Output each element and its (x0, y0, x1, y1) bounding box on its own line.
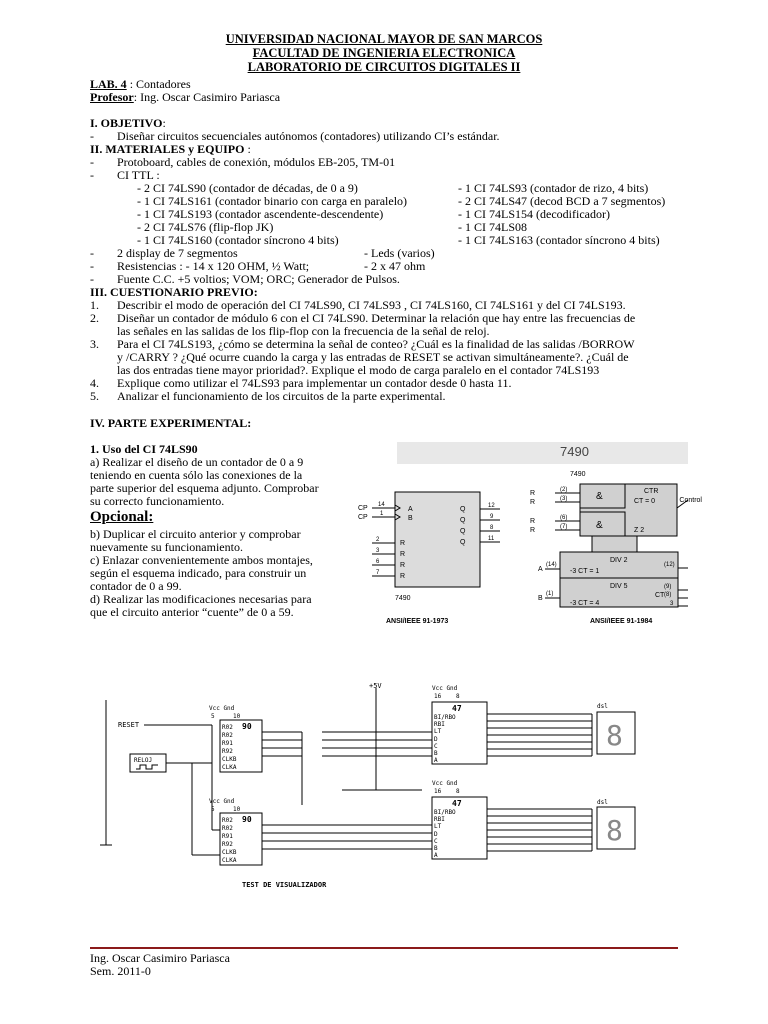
pin-7: 7 (376, 570, 380, 576)
ci-right-item: - 1 CI 74LS154 (decodificador) (458, 207, 610, 221)
ci-right-item: - 2 CI 74LS47 (decod BCD a 7 segmentos) (458, 194, 666, 208)
lab-number: LAB. 4 (90, 77, 127, 91)
objetivo-heading-text: I. OBJETIVO (90, 116, 163, 130)
pin-label: D (434, 831, 438, 838)
figure-title: 7490 (560, 444, 589, 459)
seven-segment-display-top (592, 703, 635, 756)
objetivo-bullet: - (90, 129, 94, 143)
chip-label-1973: 7490 (395, 595, 411, 602)
part-a-line: a) Realizar el diseño de un contador de 0 a 9 (90, 455, 304, 469)
bullet: - (90, 168, 94, 182)
pin-11: 11 (488, 536, 495, 542)
input-b: B (408, 515, 413, 522)
bullet: - (90, 246, 94, 260)
q-pin: 3 (670, 601, 674, 607)
pin-6: 6 (376, 559, 380, 565)
part-c-line: según el esquema indicado, para construir un (90, 566, 307, 580)
cuestionario-heading: III. CUESTIONARIO PREVIO: (90, 285, 258, 299)
q-line: Explique como utilizar el 74LS93 para implementar un contador desde 0 hasta 11. (117, 376, 512, 390)
r-label: R91 (222, 833, 233, 840)
out-qd: Q (460, 539, 466, 546)
chip-47-label: 47 (452, 799, 462, 808)
pin-1: 1 (380, 511, 384, 517)
symbol-ansi-1973 (358, 492, 500, 625)
r-label: R (530, 499, 536, 506)
pin-14: (14) (546, 562, 557, 568)
pin-2: 2 (376, 537, 380, 543)
pin-label: A (434, 757, 438, 764)
part-a-line: su correcto funcionamiento. (90, 494, 225, 508)
pin-label: A (434, 852, 438, 859)
pin-5: 5 (211, 713, 215, 720)
test-label: TEST DE VISUALIZADOR (242, 881, 327, 889)
bullet: - (90, 155, 94, 169)
pin-7: (7) (560, 524, 568, 530)
ct-label: CT (655, 592, 665, 599)
pin-label: C (434, 838, 438, 845)
r-label: R91 (222, 740, 233, 747)
q-number: 1. (90, 298, 99, 312)
q-line: Analizar el funcionamiento de los circuitos de la parte experimental. (117, 389, 446, 403)
seven-segment-display-bottom (592, 799, 635, 851)
figure-title-band (397, 442, 688, 464)
q-line: las señales en las salidas de los flip-flop con la frecuencia de la señal de reloj. (117, 324, 490, 338)
pin-label: D (434, 736, 438, 743)
vcc-gnd-label: Vcc Gnd (432, 780, 458, 787)
ci-left-item: - 2 CI 74LS76 (flip-flop JK) (137, 220, 274, 234)
r-label: R02 (222, 724, 233, 731)
pin-10: 10 (233, 713, 241, 720)
std-1973: ANSI/IEEE 91-1973 (386, 618, 449, 625)
ci-right-item: - 1 CI 74LS93 (contador de rizo, 4 bits) (458, 181, 649, 195)
out-qc: Q (460, 528, 466, 535)
pin-16: 16 (434, 788, 442, 795)
div2-label: DIV 2 (610, 557, 628, 564)
ct1-label: -3 CT = 1 (570, 568, 600, 575)
footer-rule (90, 947, 678, 949)
clock-waveform (136, 765, 158, 769)
r-label: R (400, 562, 406, 569)
part-d-line: que el circuito anterior “cuente” de 0 a 59. (90, 605, 294, 619)
vcc-label: +5V (369, 682, 382, 690)
chip-90-label: 90 (242, 722, 252, 731)
segment-digit: 8 (606, 814, 623, 847)
clk-label: CLKA (222, 857, 237, 864)
chip-47-top (432, 685, 592, 764)
pin-5: 5 (211, 806, 215, 813)
part-d-line: d) Realizar las modificaciones necesarias para (90, 592, 312, 606)
experimental-subheading: 1. Uso del CI 74LS90 (90, 442, 198, 456)
chip-47-bottom (432, 780, 592, 859)
leds-item: - Leds (varios) (364, 246, 435, 260)
q-pin: (12) (664, 562, 675, 568)
segment-digit: 8 (606, 719, 623, 752)
opcional-heading: Opcional: (90, 509, 154, 525)
footer-sem: Sem. 2011-0 (90, 964, 151, 978)
out-qa: Q (460, 506, 466, 513)
reset-label: RESET (118, 721, 140, 729)
pin-8: 8 (456, 788, 460, 795)
ct4-label: -3 CT = 4 (570, 600, 600, 607)
chip-90-top (209, 705, 302, 772)
r-label: R (530, 527, 536, 534)
q-line: Diseñar un contador de módulo 6 con el CI 74LS90. Determinar la relación que hay entre las frecuencias de (117, 311, 636, 325)
cpb-label: CP (358, 514, 368, 521)
ci-left-item: - 1 CI 74LS160 (contador síncrono 4 bits) (137, 233, 339, 247)
pin-9: 9 (490, 514, 494, 520)
pin-label: BI/RBO (434, 809, 456, 816)
part-c-line: c) Enlazar convenientemente ambos montajes, (90, 553, 313, 567)
q-number: 4. (90, 376, 99, 390)
ci-right-item: - 1 CI 74LS163 (contador síncrono 4 bits) (458, 233, 660, 247)
reloj-label: RELOJ (134, 757, 153, 764)
fuente-item: Fuente C.C. +5 voltios; VOM; ORC; Generador de Pulsos. (117, 272, 400, 286)
input-b: B (538, 595, 543, 602)
pin-1: (1) (546, 591, 554, 597)
ci-left-item: - 1 CI 74LS161 (contador binario con carga en paralelo) (137, 194, 408, 208)
faculty-title: FACULTAD DE INGENIERIA ELECTRONICA (252, 46, 516, 60)
pin-10: 10 (233, 806, 241, 813)
part-b-line: b) Duplicar el circuito anterior y comprobar (90, 527, 301, 541)
pin-3: 3 (376, 548, 380, 554)
r-label: R (530, 518, 536, 525)
profesor-name: : Ing. Oscar Casimiro Pariasca (133, 90, 281, 104)
ctr-label: CTR (644, 488, 659, 495)
z2-label: Z 2 (634, 527, 645, 534)
r-label: R (400, 540, 406, 547)
chip-7490-figure (350, 440, 702, 630)
symbol-ansi-1984 (530, 471, 702, 625)
std-1984: ANSI/IEEE 91-1984 (590, 618, 653, 625)
objetivo-colon: : (162, 116, 166, 130)
pin-2: (2) (560, 487, 568, 493)
pin-label: RBI (434, 721, 445, 728)
r-label: R92 (222, 841, 233, 848)
materiales-heading-text: II. MATERIALES y EQUIPO (90, 142, 245, 156)
and-gate-1: & (596, 491, 603, 502)
vcc-gnd-label: Vcc Gnd (209, 705, 235, 712)
lab-course-title: LABORATORIO DE CIRCUITOS DIGITALES II (247, 60, 521, 74)
q-line: Para el CI 74LS193, ¿cómo se determina la señal de conteo? ¿Cuál es la finalidad de las salidas /BORROW (117, 337, 635, 351)
pin-8: 8 (456, 693, 460, 700)
div5-label: DIV 5 (610, 583, 628, 590)
pin-label: BI/RBO (434, 714, 456, 721)
pin-label: LT (434, 823, 442, 830)
r-label: R02 (222, 732, 233, 739)
pin-6: (6) (560, 515, 568, 521)
r-label: R (400, 573, 406, 580)
ci-left-item: - 2 CI 74LS90 (contador de décadas, de 0 a 9) (137, 181, 358, 195)
r-label: R (530, 490, 536, 497)
clk-label: CLKA (222, 764, 237, 771)
q-number: 5. (90, 389, 99, 403)
vcc-gnd-label: Vcc Gnd (432, 685, 458, 692)
dsl-label: dsl (597, 703, 608, 710)
and-gate-2: & (596, 520, 603, 531)
chip-90-label: 90 (242, 815, 252, 824)
q-number: 3. (90, 337, 99, 351)
cpa-label: CP (358, 505, 368, 512)
pin-12: 12 (488, 503, 495, 509)
q-number: 2. (90, 311, 99, 325)
r-label: R92 (222, 748, 233, 755)
q-line: y /CARRY ? ¿Qué ocurre cuando la carga y las entradas de RESET se activan simultáneamente?. ¿Cuál de (117, 350, 629, 364)
chip-47-label: 47 (452, 704, 462, 713)
pin-16: 16 (434, 693, 442, 700)
pin-label: B (434, 750, 438, 757)
chip-90-bottom (209, 798, 302, 865)
profesor-label: Profesor (90, 90, 134, 104)
materiales-colon: : (244, 142, 251, 156)
lab-title: : Contadores (126, 77, 191, 91)
profesor-line (90, 91, 280, 104)
control-label: Control (679, 497, 702, 504)
pin-label: B (434, 845, 438, 852)
pin-label: RBI (434, 816, 445, 823)
part-a-line: teniendo en cuenta sólo las conexiones de la (90, 468, 303, 482)
bullet: - (90, 259, 94, 273)
counter-schematic (92, 680, 678, 892)
part-a-line: parte superior del esquema adjunto. Comprobar (90, 481, 319, 495)
bullet: - (90, 272, 94, 286)
ohm-item: - 2 x 47 ohm (364, 259, 426, 273)
ci-ttl-item: CI TTL : (117, 168, 160, 182)
pin-14: 14 (378, 502, 385, 508)
ci-right-item: - 1 CI 74LS08 (458, 220, 527, 234)
footer-name: Ing. Oscar Casimiro Pariasca (90, 951, 230, 965)
display-item: 2 display de 7 segmentos (117, 246, 238, 260)
ct0-label: CT = 0 (634, 498, 656, 505)
vcc-gnd-label: Vcc Gnd (209, 798, 235, 805)
r-label: R (400, 551, 406, 558)
q-pin: (9) (664, 584, 672, 590)
resistencias-item: Resistencias : - 14 x 120 OHM, ½ Watt; (117, 259, 310, 273)
input-a: A (408, 506, 413, 513)
r-label: R02 (222, 817, 233, 824)
objetivo-item: Diseñar circuitos secuenciales autónomos (contadores) utilizando CI’s estándar. (117, 129, 500, 143)
input-a: A (538, 566, 543, 573)
university-title: UNIVERSIDAD NACIONAL MAYOR DE SAN MARCOS (225, 32, 543, 46)
pin-3: (3) (560, 496, 568, 502)
ci-left-item: - 1 CI 74LS193 (contador ascendente-descendente) (137, 207, 384, 221)
protoboard-item: Protoboard, cables de conexión, módulos EB-205, TM-01 (117, 155, 396, 169)
part-b-line: nuevamente su funcionamiento. (90, 540, 243, 554)
pin-label: C (434, 743, 438, 750)
part-c-line: contador de 0 a 99. (90, 579, 182, 593)
clk-label: CLKB (222, 756, 237, 763)
clk-label: CLKB (222, 849, 237, 856)
r-label: R02 (222, 825, 233, 832)
experimental-heading: IV. PARTE EXPERIMENTAL: (90, 416, 252, 430)
q-pin: (8) (664, 592, 672, 598)
chip-label-1984: 7490 (570, 471, 586, 478)
pin-label: LT (434, 728, 442, 735)
q-line: las dos entradas tiene mayor prioridad?. Explique el modo de carga paralelo en el contador 74LS193 (117, 363, 600, 377)
pin-8: 8 (490, 525, 494, 531)
out-qb: Q (460, 517, 466, 524)
dsl-label: dsl (597, 799, 608, 806)
q-line: Describir el modo de operación del CI 74LS90, CI 74LS93 , CI 74LS160, CI 74LS161 y del CI 74LS193. (117, 298, 626, 312)
